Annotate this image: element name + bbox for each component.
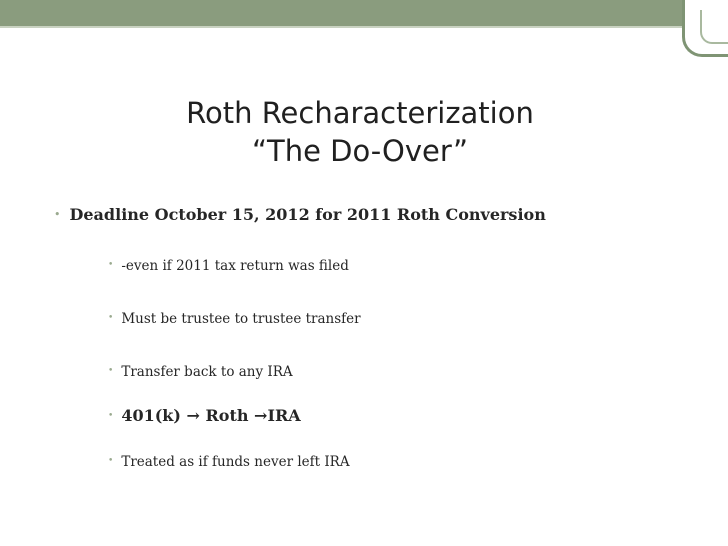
sub-bullet — [108, 454, 350, 470]
bullet-icon: • — [108, 260, 114, 270]
sub-bullet-text: -even if 2011 tax return was filed — [121, 258, 349, 274]
title-line-1: Roth Recharacterization — [186, 96, 534, 130]
bullet-icon: • — [108, 366, 114, 376]
sub-bullet-text: Transfer back to any IRA — [121, 364, 293, 380]
corner-ornament-inner — [700, 10, 728, 44]
sub-bullet — [108, 406, 301, 425]
sub-bullet-text: 401(k) → Roth →IRA — [121, 406, 301, 425]
bullet-icon: • — [54, 208, 61, 221]
sub-bullet — [108, 364, 293, 380]
main-bullet-text: Deadline October 15, 2012 for 2011 Roth Conversion — [69, 205, 546, 224]
title-line-2: “The Do-Over” — [251, 134, 469, 168]
sub-bullet — [108, 311, 361, 327]
bullet-icon: • — [108, 313, 114, 323]
header-band — [0, 0, 728, 28]
slide-title — [120, 94, 600, 170]
bullet-icon: • — [108, 411, 114, 421]
sub-bullet — [108, 258, 349, 274]
sub-bullet-text: Treated as if funds never left IRA — [121, 454, 350, 470]
sub-bullet-text: Must be trustee to trustee transfer — [121, 311, 361, 327]
main-bullet — [54, 205, 546, 224]
bullet-icon: • — [108, 456, 114, 466]
